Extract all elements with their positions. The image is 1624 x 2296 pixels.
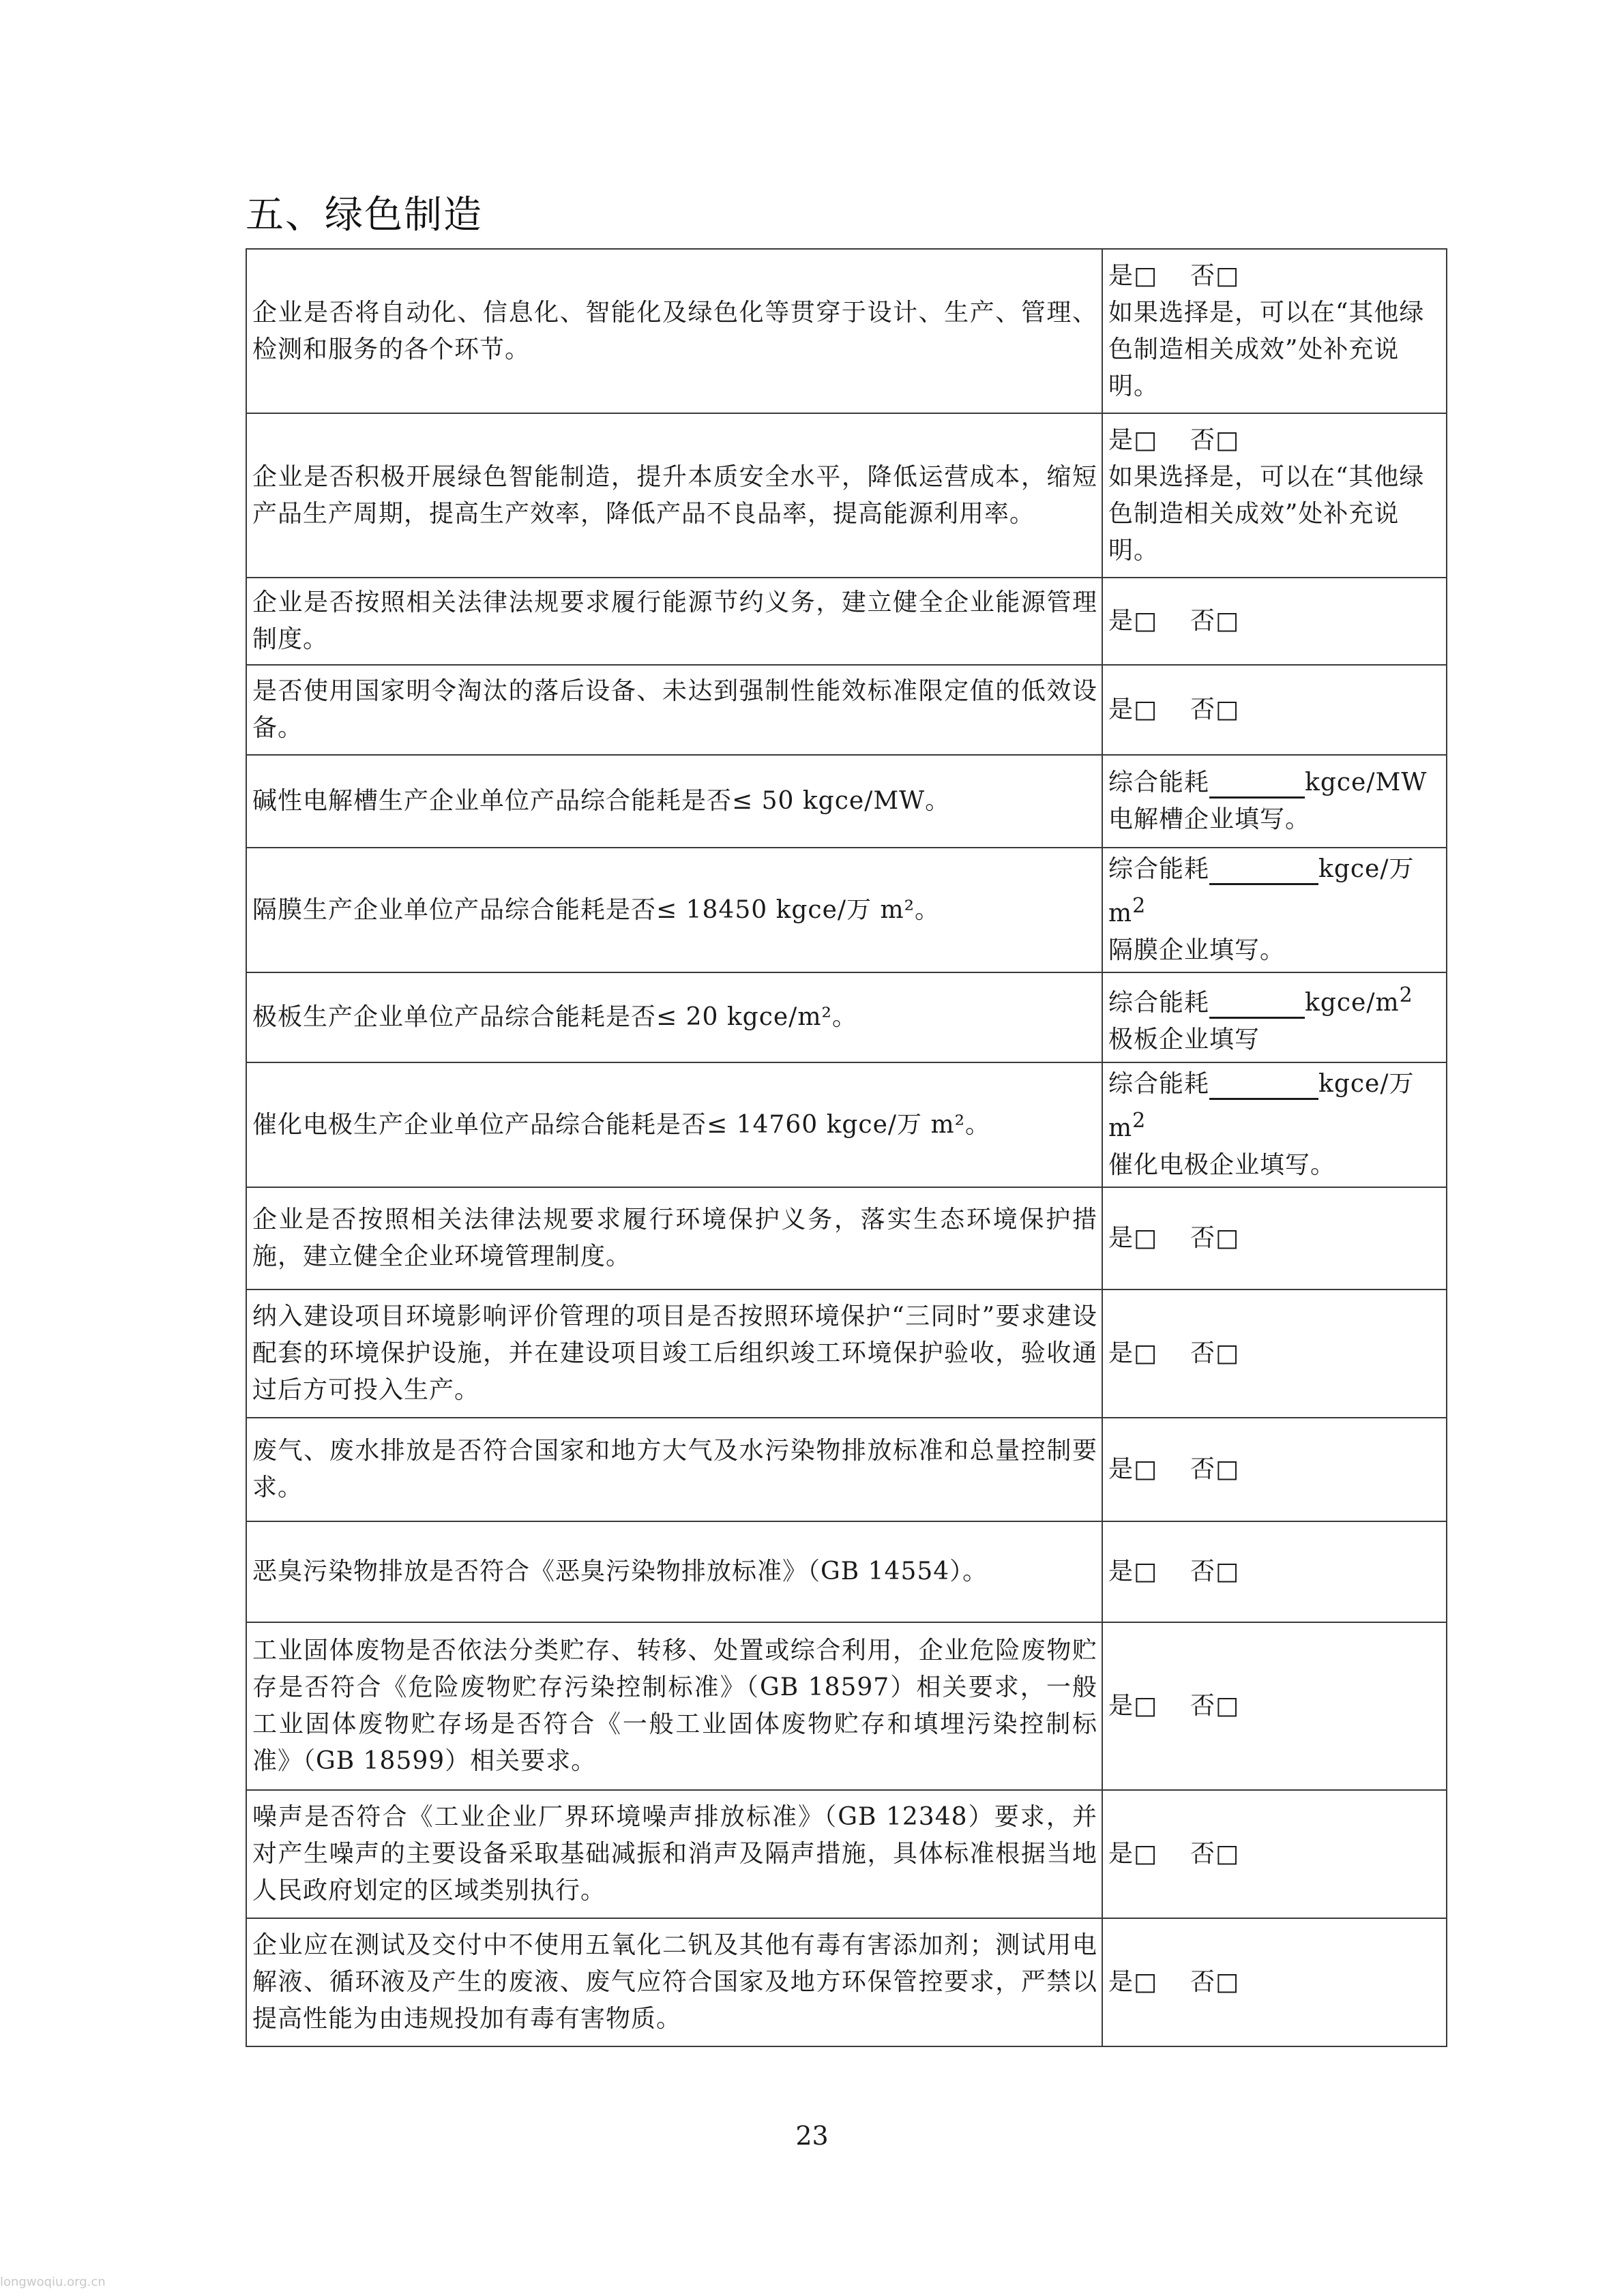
table-row <box>246 1622 1447 1790</box>
answer-cell <box>1102 755 1447 848</box>
table-row <box>246 1790 1447 1918</box>
energy-consumption-input[interactable] <box>1209 989 1305 1019</box>
question-cell: 工业固体废物是否依法分类贮存、转移、处置或综合利用，企业危险废物贮存是否符合《危险废物贮存污染控制标准》（GB 18597）相关要求，一般工业固体废物贮存场是否符合《一般工业固体废物贮存和填埋污染控制标准》（GB 18599）相关要求。 <box>246 1622 1102 1790</box>
unit-superscript: 2 <box>1132 1109 1147 1133</box>
fill-note: 电解槽企业填写。 <box>1108 805 1311 833</box>
question-cell: 企业是否将自动化、信息化、智能化及绿色化等贯穿于设计、生产、管理、检测和服务的各个环节。 <box>246 249 1102 413</box>
fill-note: 极板企业填写 <box>1108 1025 1260 1054</box>
table-row <box>246 848 1447 972</box>
fill-unit: kgce/万 m <box>1108 855 1415 927</box>
no-checkbox[interactable]: 否□ <box>1190 696 1240 724</box>
energy-consumption-input[interactable] <box>1209 1071 1318 1100</box>
question-cell: 废气、废水排放是否符合国家和地方大气及水污染物排放标准和总量控制要求。 <box>246 1418 1102 1521</box>
answer-cell <box>1102 1521 1447 1622</box>
yes-no-choice <box>1108 1455 1239 1483</box>
no-checkbox[interactable]: 否□ <box>1190 1968 1240 1996</box>
table-row <box>246 755 1447 848</box>
question-cell: 企业是否按照相关法律法规要求履行环境保护义务，落实生态环境保护措施，建立健全企业环境管理制度。 <box>246 1187 1102 1289</box>
table-row <box>246 249 1447 413</box>
yes-no-choice <box>1108 696 1239 724</box>
answer-cell <box>1102 1622 1447 1790</box>
fill-label: 综合能耗 <box>1108 769 1210 796</box>
fill-label: 综合能耗 <box>1108 1070 1210 1098</box>
question-cell: 纳入建设项目环境影响评价管理的项目是否按照环境保护“三同时”要求建设配套的环境保护设施，并在建设项目竣工后组织竣工环境保护验收，验收通过后方可投入生产。 <box>246 1289 1102 1418</box>
yes-no-choice <box>1108 1968 1239 1996</box>
question-cell: 碱性电解槽生产企业单位产品综合能耗是否≤ 50 kgce/MW。 <box>246 755 1102 848</box>
unit-superscript: 2 <box>1132 894 1147 918</box>
yes-no-choice <box>1108 1557 1239 1585</box>
fill-unit: kgce/MW <box>1305 769 1428 796</box>
answer-cell <box>1102 1289 1447 1418</box>
yes-checkbox[interactable]: 是□ <box>1108 1455 1158 1483</box>
yes-checkbox[interactable]: 是□ <box>1108 426 1158 454</box>
no-checkbox[interactable]: 否□ <box>1190 1557 1240 1585</box>
answer-cell <box>1102 972 1447 1062</box>
yes-checkbox[interactable]: 是□ <box>1108 1968 1158 1996</box>
yes-no-choice <box>1108 1840 1239 1868</box>
fill-note: 催化电极企业填写。 <box>1108 1151 1336 1179</box>
fill-note: 隔膜企业填写。 <box>1108 936 1286 964</box>
answer-cell <box>1102 1418 1447 1521</box>
fill-unit: kgce/万 m <box>1108 1070 1415 1142</box>
answer-cell <box>1102 1790 1447 1918</box>
fill-unit: kgce/m <box>1305 988 1400 1017</box>
answer-cell <box>1102 665 1447 755</box>
yes-no-choice <box>1108 426 1239 454</box>
table-row <box>246 1289 1447 1418</box>
energy-consumption-input[interactable] <box>1209 769 1305 799</box>
yes-no-choice <box>1108 1339 1239 1367</box>
yes-checkbox[interactable]: 是□ <box>1108 696 1158 724</box>
question-cell: 噪声是否符合《工业企业厂界环境噪声排放标准》（GB 12348）要求，并对产生噪声的主要设备采取基础减振和消声及隔声措施，具体标准根据当地人民政府划定的区域类别执行。 <box>246 1790 1102 1918</box>
answer-cell <box>1102 1062 1447 1187</box>
yes-no-choice <box>1108 1224 1239 1252</box>
table-row <box>246 1918 1447 2046</box>
question-cell: 企业应在测试及交付中不使用五氧化二钒及其他有毒有害添加剂；测试用电解液、循环液及产生的废液、废气应符合国家及地方环保管控要求，严禁以提高性能为由违规投加有毒有害物质。 <box>246 1918 1102 2046</box>
no-checkbox[interactable]: 否□ <box>1190 1224 1240 1252</box>
answer-cell <box>1102 1187 1447 1289</box>
yes-checkbox[interactable]: 是□ <box>1108 261 1158 290</box>
yes-checkbox[interactable]: 是□ <box>1108 1692 1158 1720</box>
question-cell: 催化电极生产企业单位产品综合能耗是否≤ 14760 kgce/万 m²。 <box>246 1062 1102 1187</box>
page-number: 23 <box>795 2121 829 2151</box>
table-row <box>246 1187 1447 1289</box>
yes-no-choice <box>1108 262 1239 290</box>
question-cell: 企业是否积极开展绿色智能制造，提升本质安全水平，降低运营成本，缩短产品生产周期，提高生产效率，降低产品不良品率，提高能源利用率。 <box>246 413 1102 578</box>
answer-cell <box>1102 1918 1447 2046</box>
question-cell: 隔膜生产企业单位产品综合能耗是否≤ 18450 kgce/万 m²。 <box>246 848 1102 972</box>
fill-label: 综合能耗 <box>1108 855 1210 883</box>
answer-cell <box>1102 578 1447 665</box>
unit-superscript: 2 <box>1399 983 1413 1007</box>
no-checkbox[interactable]: 否□ <box>1190 1339 1240 1367</box>
question-cell: 企业是否按照相关法律法规要求履行能源节约义务，建立健全企业能源管理制度。 <box>246 578 1102 665</box>
energy-consumption-input[interactable] <box>1209 856 1318 885</box>
no-checkbox[interactable]: 否□ <box>1190 426 1240 454</box>
table-row <box>246 1062 1447 1187</box>
answer-cell <box>1102 249 1447 413</box>
watermark-text: longwoqiu.org.cn <box>0 2275 106 2289</box>
table-row <box>246 972 1447 1062</box>
no-checkbox[interactable]: 否□ <box>1190 607 1240 635</box>
no-checkbox[interactable]: 否□ <box>1190 1455 1240 1483</box>
table-row <box>246 665 1447 755</box>
yes-checkbox[interactable]: 是□ <box>1108 1840 1158 1868</box>
yes-checkbox[interactable]: 是□ <box>1108 1224 1158 1252</box>
no-checkbox[interactable]: 否□ <box>1190 1692 1240 1720</box>
table-row <box>246 1418 1447 1521</box>
yes-checkbox[interactable]: 是□ <box>1108 1339 1158 1367</box>
yes-checkbox[interactable]: 是□ <box>1108 607 1158 635</box>
no-checkbox[interactable]: 否□ <box>1190 261 1240 290</box>
question-cell: 是否使用国家明令淘汰的落后设备、未达到强制性能效标准限定值的低效设备。 <box>246 665 1102 755</box>
table-row <box>246 578 1447 665</box>
answer-note: 如果选择是，可以在“其他绿色制造相关成效”处补充说明。 <box>1108 462 1425 565</box>
section-title: 五、绿色制造 <box>246 193 483 237</box>
question-cell: 恶臭污染物排放是否符合《恶臭污染物排放标准》（GB 14554）。 <box>246 1521 1102 1622</box>
yes-checkbox[interactable]: 是□ <box>1108 1557 1158 1585</box>
question-cell: 极板生产企业单位产品综合能耗是否≤ 20 kgce/m²。 <box>246 972 1102 1062</box>
table-row <box>246 1521 1447 1622</box>
no-checkbox[interactable]: 否□ <box>1190 1840 1240 1868</box>
answer-cell <box>1102 413 1447 578</box>
green-manufacturing-table <box>246 248 1447 2047</box>
table-row <box>246 413 1447 578</box>
yes-no-choice <box>1108 607 1239 635</box>
answer-cell <box>1102 848 1447 972</box>
fill-label: 综合能耗 <box>1108 988 1210 1017</box>
yes-no-choice <box>1108 1692 1239 1720</box>
answer-note: 如果选择是，可以在“其他绿色制造相关成效”处补充说明。 <box>1108 298 1425 400</box>
